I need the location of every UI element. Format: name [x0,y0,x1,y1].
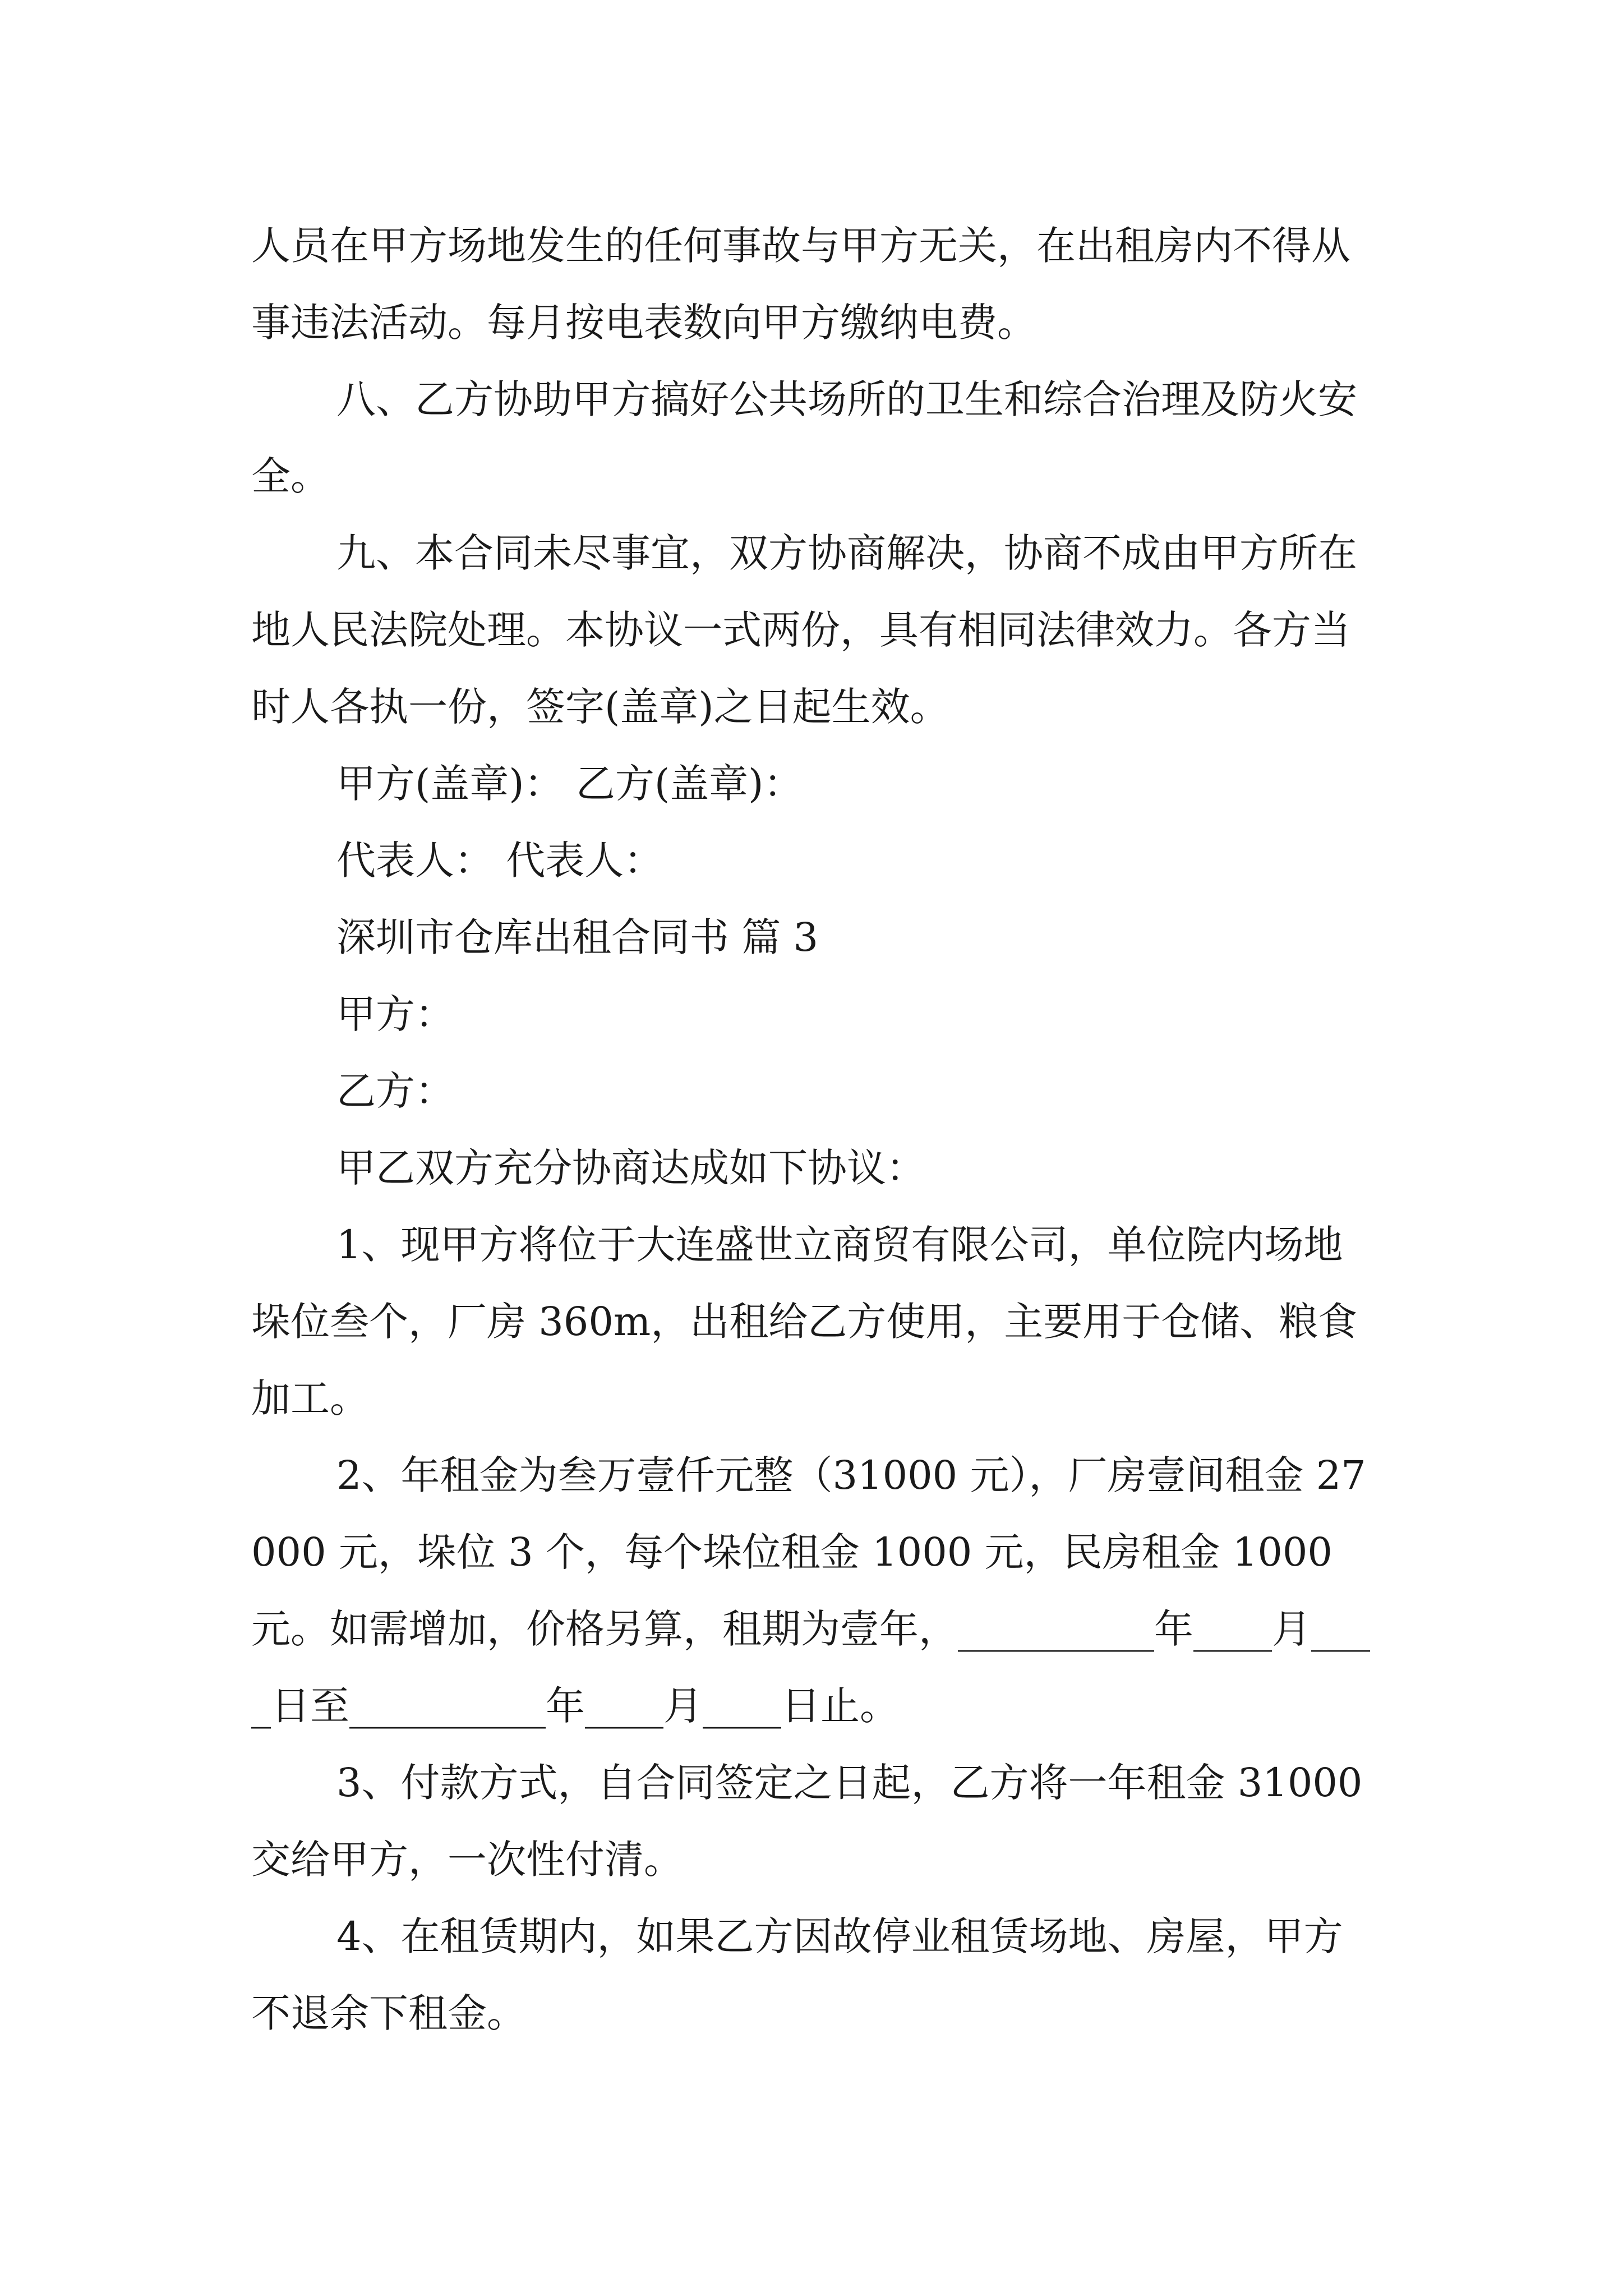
paragraph-clause-9: 九、本合同未尽事宜，双方协商解决，协商不成由甲方所在地人民法院处理。本协议一式两份，具有相同法律效力。各方当时人各执一份，签字(盖章)之日起生效。 [251,530,1357,730]
item-2: 2、年租金为叁万壹仟元整（31000 元），厂房壹间租金 27000 元，垛位 3 个，每个垛位租金 1000 元，民房租金 1000 元。如需增加，价格另算，租期为壹年，__________年____月____日至__________年____月____日止。 [251,1452,1370,1729]
document-body [251,208,1378,2052]
party-a-label: 甲方： [336,991,454,1037]
party-b-label: 乙方： [336,1068,454,1114]
signature-seal-line: 甲方(盖章)： 乙方(盖章)： [336,761,803,807]
item-1: 1、现甲方将位于大连盛世立商贸有限公司，单位院内场地垛位叁个，厂房 360m，出租给乙方使用，主要用于仓储、粮食加工。 [251,1222,1358,1421]
paragraph-accident-clause: 人员在甲方场地发生的任何事故与甲方无关，在出租房内不得从事违法活动。每月按电表数向甲方缴纳电费。 [251,223,1350,346]
contract-heading: 深圳市仓库出租合同书 篇 3 [336,914,819,960]
paragraph-clause-8: 八、乙方协助甲方搞好公共场所的卫生和综合治理及防火安全。 [251,376,1357,499]
agreement-intro: 甲乙双方充分协商达成如下协议： [336,1145,925,1191]
signature-representative-line: 代表人： 代表人： [336,838,663,884]
item-4: 4、在租赁期内，如果乙方因故停业租赁场地、房屋，甲方不退余下租金。 [251,1913,1343,2036]
item-3: 3、付款方式，自合同签定之日起，乙方将一年租金 31000 交给甲方，一次性付清。 [251,1760,1363,1883]
